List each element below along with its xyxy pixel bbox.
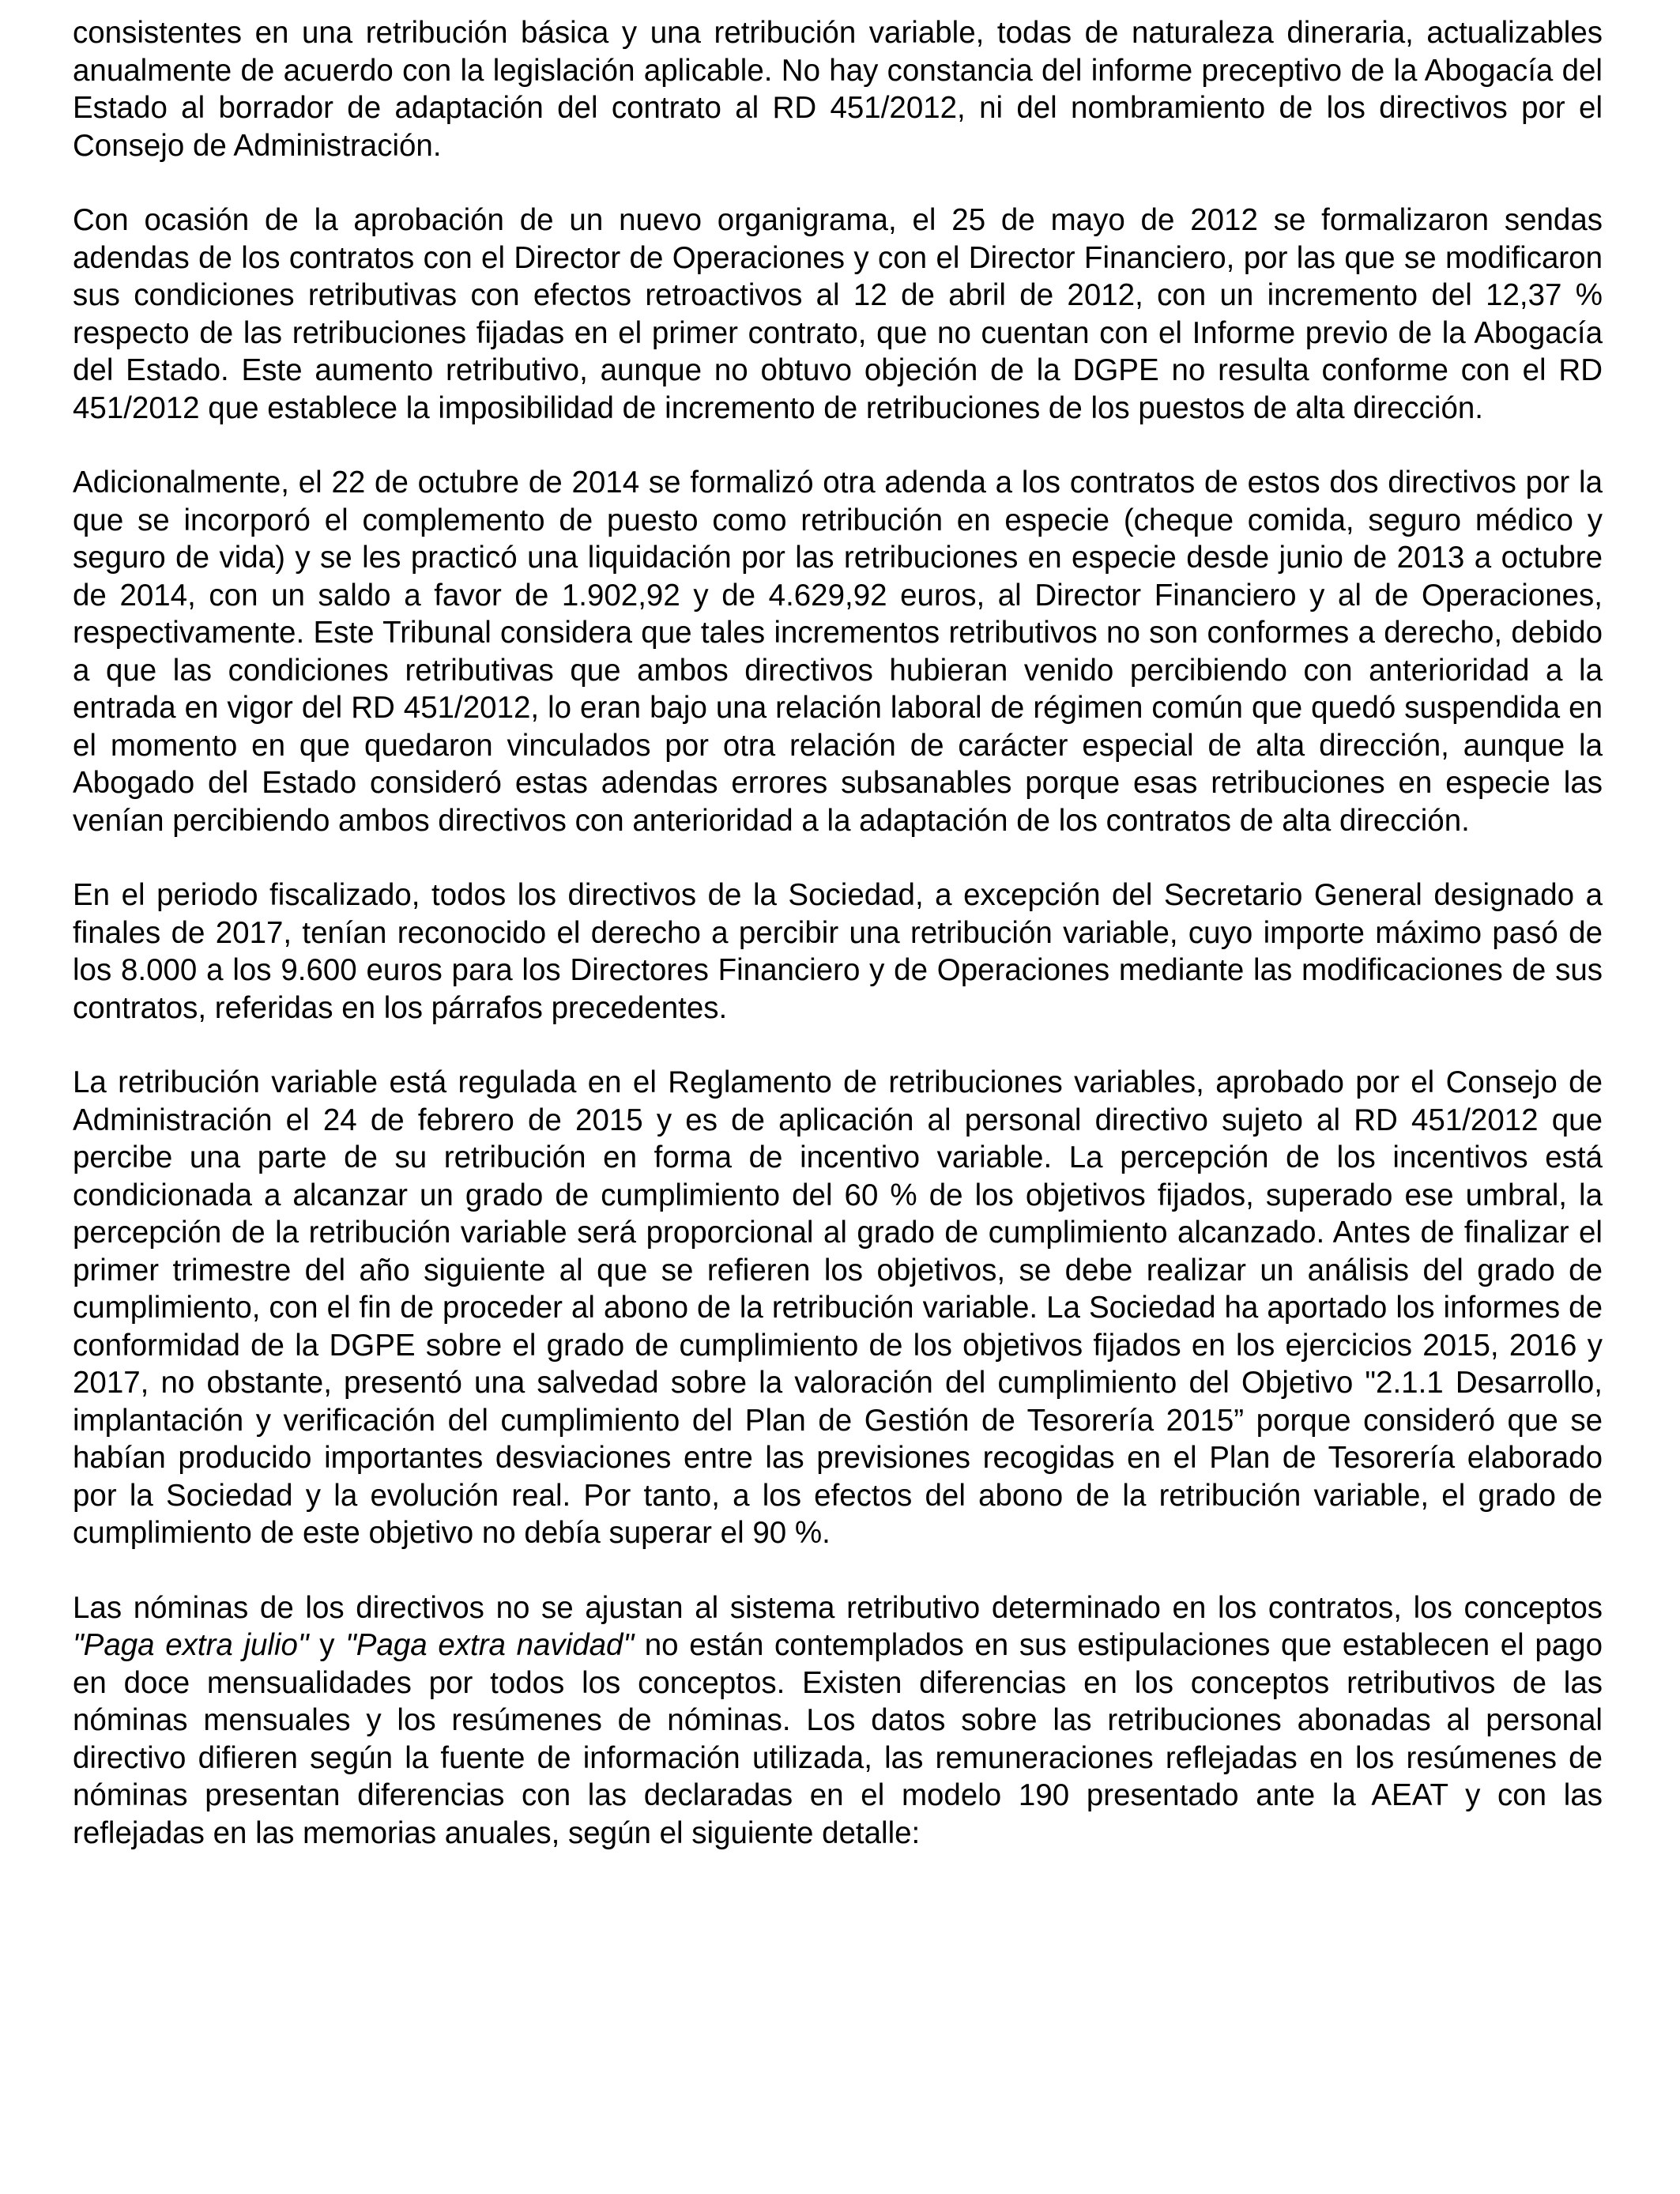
paragraph-6-text-a: Las nóminas de los directivos no se ajustan al sistema retributivo determinado en los contratos, los conceptos [73,1590,1603,1625]
paga-extra-navidad-term: "Paga extra navidad" [345,1628,635,1662]
document-page [73,14,1603,1852]
paga-extra-julio-term: "Paga extra julio" [73,1628,309,1662]
paragraph-1: consistentes en una retribución básica y una retribución variable, todas de naturaleza dineraria, actualizables anualmente de acuerdo con la legislación aplicable. No hay constancia del informe preceptivo de la Abogacía del Estado al borrador de adaptación del contrato al RD 451/2012, ni del nombramiento de los directivos por el Consejo de Administración. [73,16,1603,163]
paragraph-5: La retribución variable está regulada en el Reglamento de retribuciones variables, aprobado por el Consejo de Administración el 24 de febrero de 2015 y es de aplicación al personal directivo sujeto al RD 451/2012 que percibe una parte de su retribución en forma de incentivo variable. La percepción de los incentivos está condicionada a alcanzar un grado de cumplimiento del 60 % de los objetivos fijados, superado ese umbral, la percepción de la retribución variable será proporcional al grado de cumplimiento alcanzado. Antes de finalizar el primer trimestre del año siguiente al que se refieren los objetivos, se debe realizar un análisis del grado de cumplimiento, con el fin de proceder al abono de la retribución variable. La Sociedad ha aportado los informes de conformidad de la DGPE sobre el grado de cumplimiento de los objetivos fijados en los ejercicios 2015, 2016 y 2017, no obstante, presentó una salvedad sobre la valoración del cumplimiento del Objetivo "2.1.1 Desarrollo, implantación y verificación del cumplimiento del Plan de Gestión de Tesorería 2015” porque consideró que se habían producido importantes desviaciones entre las previsiones recogidas en el Plan de Tesorería elaborado por la Sociedad y la evolución real. Por tanto, a los efectos del abono de la retribución variable, el grado de cumplimiento de este objetivo no debía superar el 90 %. [73,1065,1603,1550]
paragraph-6-text-c: no están contemplados en sus estipulaciones que establecen el pago en doce mensualidades por todos los conceptos. Existen diferencias en los conceptos retributivos de las nóminas mensuales y los resúmenes de nóminas. Los datos sobre las retribuciones abonadas al personal directivo difieren según la fuente de información utilizada, las remuneraciones reflejadas en los resúmenes de nóminas presentan diferencias con las declaradas en el modelo 190 presentado ante la AEAT y con las reflejadas en las memorias anuales, según el siguiente detalle: [73,1628,1603,1850]
paragraph-6 [73,1589,1603,1853]
paragraph-6-text-b: y [308,1628,346,1662]
paragraph-4: En el periodo fiscalizado, todos los directivos de la Sociedad, a excepción del Secretario General designado a finales de 2017, tenían reconocido el derecho a percibir una retribución variable, cuyo importe máximo pasó de los 8.000 a los 9.600 euros para los Directores Financiero y de Operaciones mediante las modificaciones de sus contratos, referidas en los párrafos precedentes. [73,878,1603,1025]
paragraph-3: Adicionalmente, el 22 de octubre de 2014 se formalizó otra adenda a los contratos de estos dos directivos por la que se incorporó el complemento de puesto como retribución en especie (cheque comida, seguro médico y seguro de vida) y se les practicó una liquidación por las retribuciones en especie desde junio de 2013 a octubre de 2014, con un saldo a favor de 1.902,92 y de 4.629,92 euros, al Director Financiero y al de Operaciones, respectivamente. Este Tribunal considera que tales incrementos retributivos no son conformes a derecho, debido a que las condiciones retributivas que ambos directivos hubieran venido percibiendo con anterioridad a la entrada en vigor del RD 451/2012, lo eran bajo una relación laboral de régimen común que quedó suspendida en el momento en que quedaron vinculados por otra relación de carácter especial de alta dirección, aunque la Abogado del Estado consideró estas adendas errores subsanables porque esas retribuciones en especie las venían percibiendo ambos directivos con anterioridad a la adaptación de los contratos de alta dirección. [73,466,1603,838]
paragraph-2: Con ocasión de la aprobación de un nuevo organigrama, el 25 de mayo de 2012 se formalizaron sendas adendas de los contratos con el Director de Operaciones y con el Director Financiero, por las que se modificaron sus condiciones retributivas con efectos retroactivos al 12 de abril de 2012, con un incremento del 12,37 % respecto de las retribuciones fijadas en el primer contrato, que no cuentan con el Informe previo de la Abogacía del Estado. Este aumento retributivo, aunque no obtuvo objeción de la DGPE no resulta conforme con el RD 451/2012 que establece la imposibilidad de incremento de retribuciones de los puestos de alta dirección. [73,203,1603,425]
